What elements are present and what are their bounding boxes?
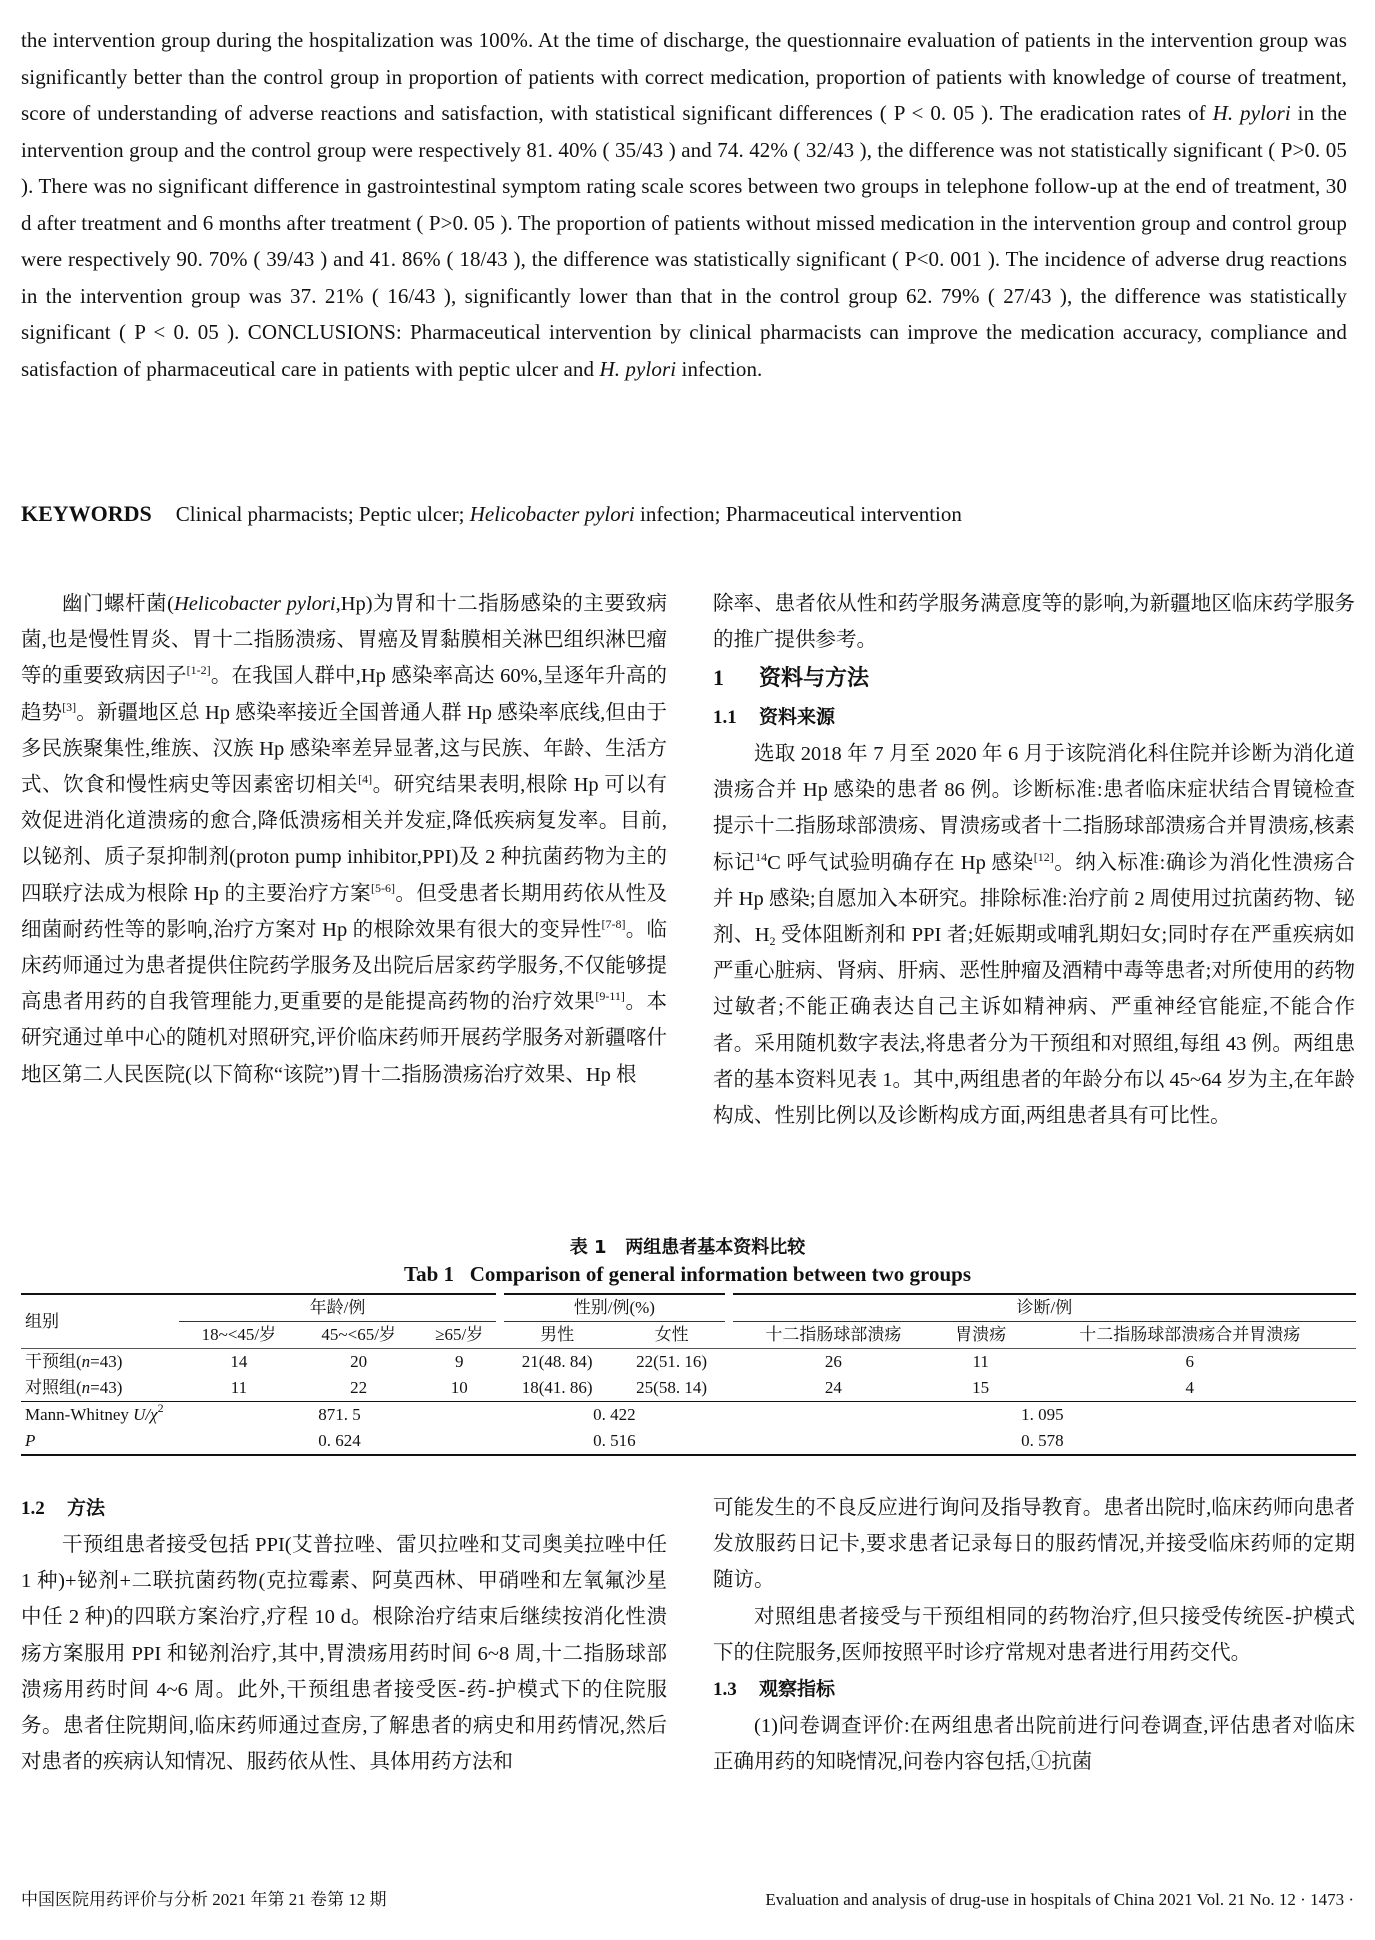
text: 。本研究通过单中心的随机对照研究,评价临床药师开展药学服务对新疆喀什地区第二人民医院(以下简称“该院”)胃十二指肠溃疡治疗效果、Hp 根 bbox=[21, 991, 668, 1086]
journal-footer-en: Evaluation and analysis of drug-use in hospitals of China 2021 Vol. 21 No. 12 · 1473 · bbox=[765, 1890, 1354, 1909]
table-cell: 18(41. 86) bbox=[500, 1375, 614, 1402]
table-cell: 20 bbox=[350, 1352, 368, 1371]
subscript: 2 bbox=[769, 934, 776, 949]
species-name: H. pylori bbox=[599, 356, 677, 381]
citation: [5-6] bbox=[371, 880, 395, 895]
indicators-paragraph: (1)问卷调查评价:在两组患者出院前进行问卷调查,评估患者对临床正确用药的知晓情况,问卷内容包括,①抗菌 bbox=[713, 1715, 1355, 1774]
table-cell: 0. 578 bbox=[1021, 1431, 1064, 1450]
subsection-title: 观察指标 bbox=[759, 1678, 836, 1701]
table-p-row bbox=[21, 1428, 1356, 1455]
text: 幽门螺杆菌( bbox=[62, 593, 174, 615]
methods-paragraph: 干预组患者接受包括 PPI(艾普拉唑、雷贝拉唑和艾司奥美拉唑中任 1 种)+铋剂+二联抗菌药物(克拉霉素、阿莫西林、甲硝唑和左氧氟沙星中任 2 种)的四联方案治疗,疗程 10 d。根除治疗结束后继续按消化性溃疡方案服用 PPI 和铋剂治疗,其中,胃溃疡用药时间 6~8 周,十二指肠球部溃疡用药时间 4~6 周。此外,干预组患者接受医-药-护模式下的住院服务。患者住院期间,临床药师通过查房,了解患者的病史和用药情况,然后对患者的疾病认知情况、服药依从性、具体用药方法和 bbox=[21, 1534, 667, 1774]
table-cell: 22(51. 16) bbox=[636, 1352, 707, 1371]
intro-paragraph bbox=[21, 586, 667, 1093]
methods-right-column bbox=[713, 1490, 1355, 1780]
row-label bbox=[21, 1349, 179, 1376]
column-header: ≥65/岁 bbox=[419, 1322, 500, 1349]
table-stat-row bbox=[21, 1402, 1356, 1429]
table-group-header-row bbox=[21, 1294, 1356, 1322]
citation: [9-11] bbox=[595, 989, 625, 1004]
text: C 呼气试验明确存在 Hp 感染 bbox=[767, 851, 1034, 874]
text: 。新疆地区总 Hp 感染率接近全国普通人群 Hp 感染率底线,但由于多民族聚集性,维族、汉族 Hp 感染率差异显著,这与民族、年龄、生活方式、饮食和慢性病史等因素密切相关 bbox=[21, 701, 668, 797]
keywords-italic: Helicobacter pylori bbox=[469, 502, 635, 526]
table-cell: 24 bbox=[729, 1375, 938, 1402]
baseline-table bbox=[21, 1293, 1356, 1456]
table-cell: 6 bbox=[1185, 1352, 1194, 1371]
table-cell: 22 bbox=[299, 1375, 419, 1402]
diagnosis-group-header: 诊断/例 bbox=[729, 1294, 1356, 1322]
column-header: 胃溃疡 bbox=[938, 1322, 1024, 1349]
row-label bbox=[21, 1375, 179, 1402]
table-row bbox=[21, 1375, 1356, 1402]
methods-paragraph-continued: 可能发生的不良反应进行询问及指导教育。患者出院时,临床药师向患者发放服药日记卡,要求患者记录每日的服药情况,并接受临床药师的定期随访。 bbox=[713, 1497, 1355, 1592]
journal-footer-cn: 中国医院用药评价与分析 2021 年第 21 卷第 12 期 bbox=[21, 1890, 387, 1909]
table-caption-cn bbox=[0, 1233, 1375, 1259]
subsection-heading bbox=[713, 1671, 1355, 1708]
table-caption-en bbox=[0, 1262, 1375, 1287]
subsection-number: 1.1 bbox=[713, 707, 737, 728]
table-title: 两组患者基本资料比较 bbox=[625, 1237, 806, 1258]
table-cell: 9 bbox=[455, 1352, 464, 1371]
table-cell: 1. 095 bbox=[1021, 1405, 1064, 1424]
abstract-segment: the intervention group during the hospitalization was 100%. At the time of discharge, the questionnaire evaluation of patients in the intervention group was significantly better than the control group in proportion of patients with correct medication, proportion of patients with knowledge of course of treatment, score of understanding of adverse reactions and satisfaction, with statistical significant differences ( P < 0. 05 ). The eradication rates of bbox=[21, 28, 1347, 125]
methods-column bbox=[713, 586, 1355, 1236]
table-label: Tab 1 bbox=[403, 1262, 454, 1286]
table-cell: 0. 624 bbox=[318, 1431, 361, 1450]
intro-continuation: 除率、患者依从性和药学服务满意度等的影响,为新疆地区临床药学服务的推广提供参考。 bbox=[713, 593, 1355, 652]
text: 。研究结果表明,根除 Hp 可以有效促进消化道溃疡的愈合,降低溃疡相关并发症,降低疾病复发率。目前,以铋剂、质子泵抑制剂(proton pump inhibitor,PPI)及 2 种抗菌药物为主的四联疗法成为根除 Hp 的主要治疗方案 bbox=[21, 774, 668, 905]
text: 干预组( bbox=[25, 1352, 82, 1371]
subsection-title: 方法 bbox=[67, 1497, 106, 1519]
text: =43) bbox=[90, 1378, 123, 1397]
table-cell: 21(48. 84) bbox=[521, 1352, 593, 1371]
table-cell: 15 bbox=[938, 1375, 1024, 1402]
group-column-header: 组别 bbox=[21, 1294, 179, 1349]
table-cell: 871. 5 bbox=[318, 1405, 361, 1424]
sex-group-header: 性别/例(%) bbox=[500, 1294, 729, 1322]
text: 。临床药师通过为患者提供住院药学服务及出院后居家药学服务,不仅能够提高患者用药的自我管理能力,更重要的是能提高药物的治疗效果 bbox=[21, 918, 668, 1014]
row-label bbox=[21, 1428, 179, 1455]
table-cell: 4 bbox=[1024, 1375, 1357, 1402]
table-cell: 0. 422 bbox=[593, 1405, 636, 1424]
table-label: 表 1 bbox=[569, 1237, 607, 1258]
row-label bbox=[21, 1402, 179, 1429]
italic-p: P bbox=[25, 1431, 36, 1450]
abstract-segment: in the intervention group and the control group were respectively 81. 40% ( 35/43 ) and 74. 42% ( 32/43 ), the difference was not statistically significant ( P>0. 05 ). There was no significant difference in gastrointestinal symptom rating scale scores between two groups in telephone follow-up at the end of treatment, 30 d after treatment and 6 months after treatment ( P>0. 05 ). The proportion of patients without missed medication in the intervention group and control group were respectively 90. 70% ( 39/43 ) and 41. 86% ( 18/43 ), the difference was statistically significant ( P<0. 001 ). The incidence of adverse drug reactions in the intervention group was 37. 21% ( 16/43 ), significantly lower than that in the control group 62. 79% ( 27/43 ), the difference was statistically significant ( P < 0. 05 ). CONCLUSIONS: Pharmaceutical intervention by clinical pharmacists can improve the medication accuracy, compliance and satisfaction of pharmaceutical care in patients with peptic ulcer and bbox=[21, 101, 1347, 381]
italic-n: n bbox=[81, 1352, 91, 1371]
table-cell: 11 bbox=[972, 1352, 989, 1371]
abstract-text bbox=[21, 22, 1347, 387]
abstract-segment: infection. bbox=[676, 356, 763, 381]
intro-column bbox=[21, 586, 667, 1093]
section-title: 资料与方法 bbox=[759, 666, 870, 691]
table-cell: 0. 516 bbox=[593, 1431, 636, 1450]
keywords-text: Clinical pharmacists; Peptic ulcer; bbox=[175, 502, 470, 526]
column-header: 45~<65/岁 bbox=[299, 1322, 419, 1349]
citation: [7-8] bbox=[601, 916, 626, 931]
text: =43) bbox=[90, 1352, 123, 1371]
subsection-number: 1.3 bbox=[713, 1679, 737, 1701]
subsection-heading bbox=[713, 699, 1355, 736]
citation: [3] bbox=[62, 699, 77, 714]
column-header: 十二指肠球部溃疡 bbox=[729, 1322, 938, 1349]
table-column-header-row bbox=[21, 1322, 1356, 1349]
text: 。但受患者长期用药依从性及细菌耐药性等的影响,治疗方案对 Hp 的根除效果有很大的变异性 bbox=[21, 882, 667, 941]
table-cell: 14 bbox=[230, 1352, 248, 1371]
control-group-paragraph: 对照组患者接受与干预组相同的药物治疗,但只接受传统医-护模式下的住院服务,医师按照平时诊疗常规对患者进行用药交代。 bbox=[713, 1605, 1355, 1664]
table-cell: 25(58. 14) bbox=[614, 1375, 728, 1402]
species-name: Helicobacter pylori bbox=[173, 593, 336, 615]
column-header: 男性 bbox=[500, 1322, 614, 1349]
italic-n: n bbox=[81, 1378, 91, 1397]
column-header: 女性 bbox=[614, 1322, 728, 1349]
table-cell: 11 bbox=[179, 1375, 299, 1402]
keywords-text: infection; Pharmaceutical intervention bbox=[634, 502, 962, 526]
italic-stat: U/χ bbox=[133, 1405, 158, 1424]
text: Mann-Whitney bbox=[25, 1405, 134, 1424]
keywords-label: KEYWORDS bbox=[21, 501, 152, 526]
column-header: 十二指肠球部溃疡合并胃溃疡 bbox=[1024, 1322, 1357, 1349]
citation: [12] bbox=[1033, 849, 1054, 864]
data-source-paragraph bbox=[713, 736, 1355, 1134]
age-group-header: 年龄/例 bbox=[179, 1294, 500, 1322]
superscript: 2 bbox=[157, 1401, 164, 1415]
citation: [1-2] bbox=[186, 663, 211, 678]
keywords bbox=[21, 496, 1347, 532]
text: 。纳入标准:确诊为消化性溃疡合并 Hp 感染;自愿加入本研究。排除标准:治疗前 2 周使用过抗菌药物、铋剂、H bbox=[713, 851, 1355, 947]
table-title: Comparison of general information between two groups bbox=[469, 1262, 972, 1286]
table-row bbox=[21, 1349, 1356, 1376]
species-name: H. pylori bbox=[1212, 101, 1291, 125]
methods-left-column bbox=[21, 1490, 667, 1780]
section-number: 1 bbox=[713, 665, 724, 690]
text: ,Hp)为胃和十二指肠感染的主要致病菌,也是慢性胃炎、胃十二指肠溃疡、胃癌及胃黏膜相关淋巴组织淋巴瘤等的重要致病因子 bbox=[21, 593, 667, 688]
section-heading bbox=[713, 658, 1355, 699]
subsection-title: 资料来源 bbox=[759, 706, 836, 728]
subsection-number: 1.2 bbox=[21, 1498, 45, 1519]
subsection-heading bbox=[21, 1490, 667, 1527]
citation: [4] bbox=[358, 772, 373, 787]
column-header: 18~<45/岁 bbox=[179, 1322, 299, 1349]
text: 选取 2018 年 7 月至 2020 年 6 月于该院消化科住院并诊断为消化道溃疡合并 Hp 感染的患者 86 例。诊断标准:患者临床症状结合胃镜检查提示十二指肠球部溃疡、胃溃疡或者十二指肠球部溃疡合并胃溃疡,核素标记 bbox=[713, 743, 1355, 874]
text: 受体阻断剂和 PPI 者;妊娠期或哺乳期妇女;同时存在严重疾病如严重心脏病、肾病、肝病、恶性肿瘤及酒精中毒等患者;对所使用的药物过敏者;不能正确表达自己主诉如精神病、严重神经官能症,不能合作者。采用随机数字表法,将患者分为干预组和对照组,每组 43 例。两组患者的基本资料见表 1。其中,两组患者的年龄分布以 45~64 岁为主,在年龄构成、性别比例以及诊断构成方面,两组患者具有可比性。 bbox=[713, 924, 1355, 1128]
table-cell: 26 bbox=[824, 1352, 842, 1371]
text: 。在我国人群中,Hp 感染率高达 60%,呈逐年升高的趋势 bbox=[21, 665, 667, 724]
table-cell: 10 bbox=[419, 1375, 500, 1402]
text: 对照组( bbox=[25, 1378, 82, 1397]
isotope-superscript: 14 bbox=[755, 849, 768, 864]
